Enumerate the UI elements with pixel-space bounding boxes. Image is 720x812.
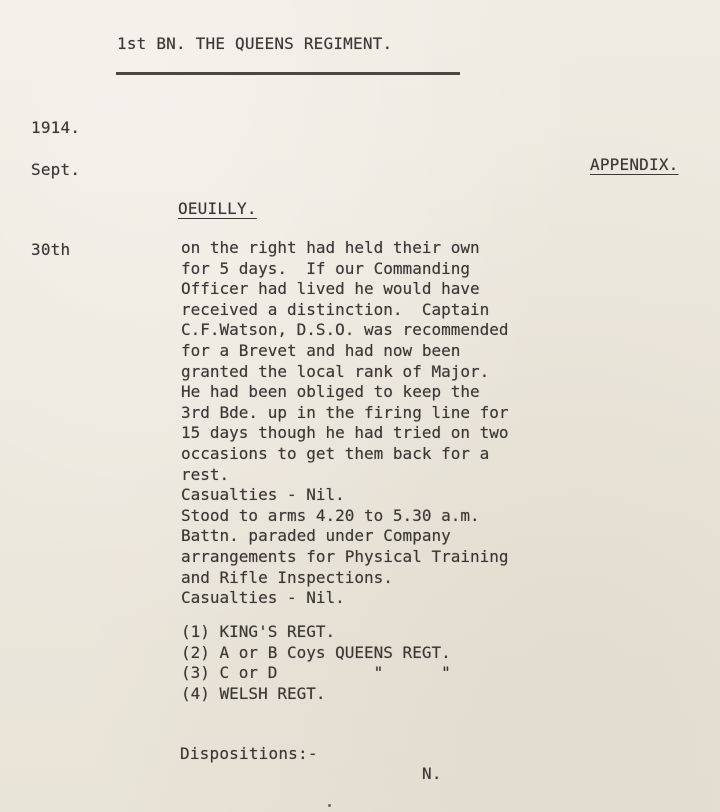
entry-line: Stood to arms 4.20 to 5.30 a.m. xyxy=(181,505,480,525)
entry-line: 15 days though he had tried on two xyxy=(181,423,509,443)
entry-line: and Rifle Inspections. xyxy=(181,567,393,587)
page-header-title: 1st BN. THE QUEENS REGIMENT. xyxy=(117,34,393,53)
date-month: Sept. xyxy=(31,160,81,179)
entry-line: Officer had lived he would have xyxy=(181,279,480,299)
unit-item: (3) C or D " " xyxy=(181,663,451,682)
unit-item: (1) KING'S REGT. xyxy=(181,622,336,641)
dispositions-label: Dispositions:- xyxy=(180,744,318,763)
entry-line: arrangements for Physical Training xyxy=(181,546,509,566)
entry-line: granted the local rank of Major. xyxy=(181,361,490,381)
appendix-label: APPENDIX. xyxy=(590,155,679,174)
unit-item: (2) A or B Coys QUEENS REGT. xyxy=(181,642,451,662)
diary-entry xyxy=(181,238,509,609)
entry-line: C.F.Watson, D.S.O. was recommended xyxy=(181,320,509,340)
north-marker: N. xyxy=(422,764,442,783)
place-heading: OEUILLY. xyxy=(178,199,257,218)
entry-line: received a distinction. Captain xyxy=(181,299,490,319)
unit-list xyxy=(181,622,451,704)
entry-line: Battn. paraded under Company xyxy=(181,526,451,546)
entry-line: Casualties - Nil. xyxy=(181,588,345,608)
date-year: 1914. xyxy=(31,118,81,137)
unit-item: (4) WELSH REGT. xyxy=(181,683,326,703)
entry-line: on the right had held their own xyxy=(181,238,480,257)
entry-line: Casualties - Nil. xyxy=(181,485,345,505)
entry-line: 3rd Bde. up in the firing line for xyxy=(181,402,509,422)
entry-line: occasions to get them back for a xyxy=(181,443,490,463)
entry-line: He had been obliged to keep the xyxy=(181,382,480,402)
date-day: 30th xyxy=(31,240,71,259)
header-underline xyxy=(116,72,460,75)
ink-speck xyxy=(328,804,331,807)
entry-line: rest. xyxy=(181,464,230,484)
entry-line: for a Brevet and had now been xyxy=(181,340,461,360)
entry-line: for 5 days. If our Commanding xyxy=(181,258,470,278)
